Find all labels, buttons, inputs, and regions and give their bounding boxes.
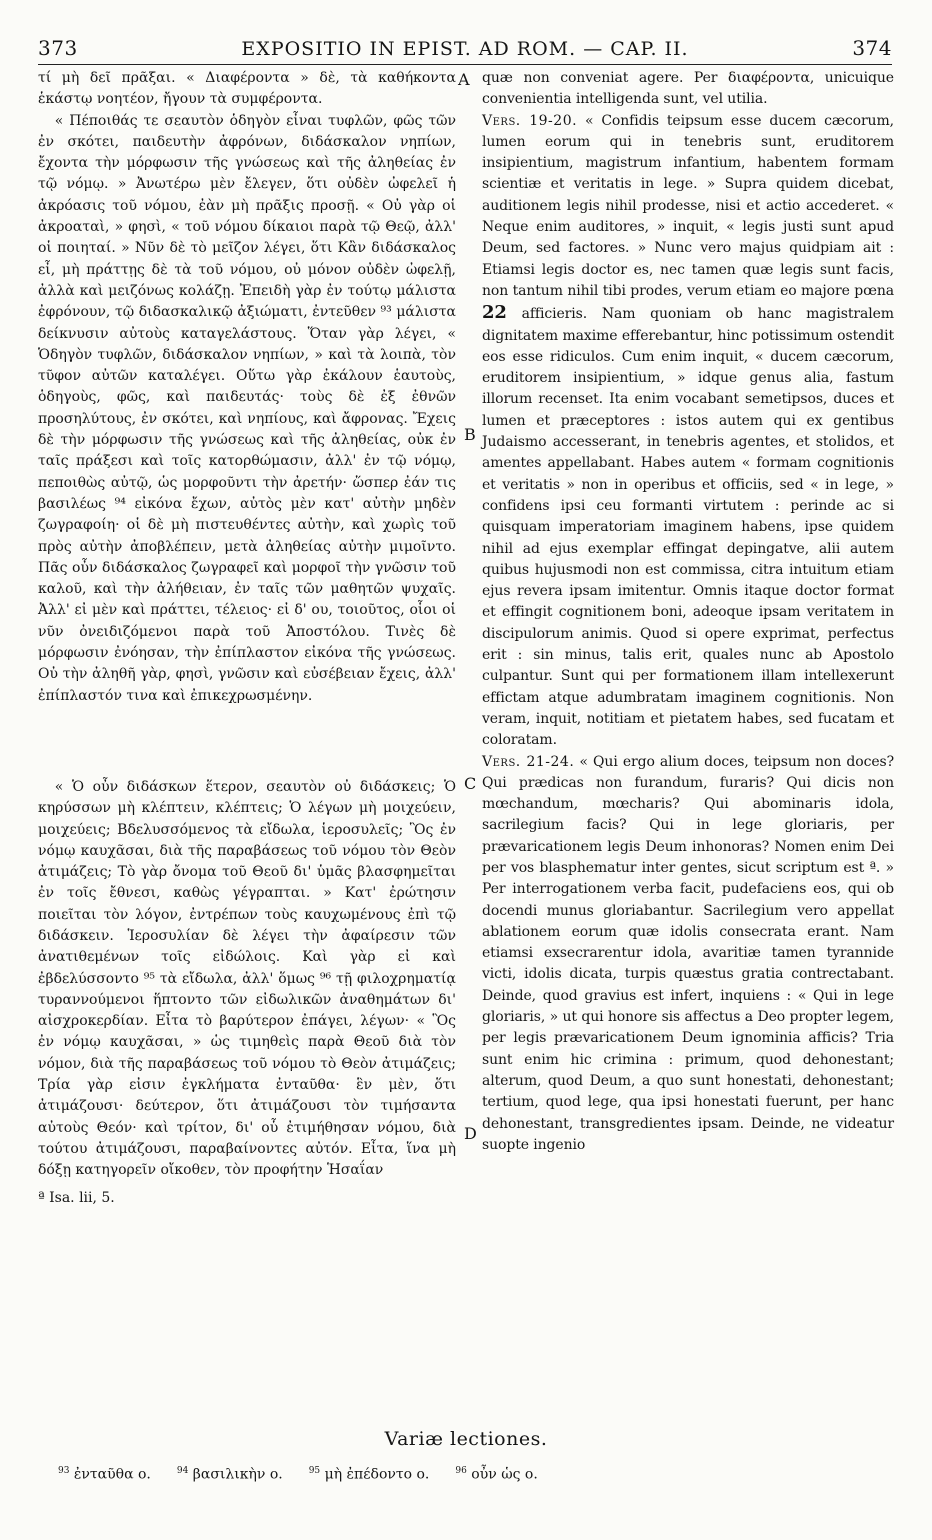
greek-paragraph-3: « Ὁ οὖν διδάσκων ἕτερον, σεαυτὸν οὐ διδάσκεις; Ὁ κηρύσσων μὴ κλέπτειν, κλέπτεις; Ὁ λέγων μὴ μοιχεύειν, μοιχεύεις; Βδελυσσόμενος τὰ εἴδωλα, ἱεροσυλεῖς; Ὃς ἐν νόμῳ καυχᾶσαι, διὰ τῆς παραβάσεως τοῦ νόμου τὸν Θεὸν ἀτιμάζεις; Τὸ γὰρ ὄνομα τοῦ Θεοῦ δι' ὑμᾶς βλασφημεῖται ἐν τοῖς ἔθνεσι, καθὼς γέγραπται. » Κατ' ἐρώτησιν ποιεῖται τὸν λόγον, ἐντρέπων τοὺς καυχωμένους ἐπὶ τῷ διδάσκειν. Ἱεροσυλίαν δὲ λέγει τὴν ἀφαίρεσιν τῶν ἀνατιθεμένων τοῖς εἰδώλοις. Καὶ γὰρ εἰ καὶ ἐβδελύσσοντο ⁹⁵ τὰ εἴδωλα, ἀλλ' ὅμως ⁹⁶ τῇ φιλοχρηματίᾳ τυραννούμενοι ἥπτοντο τῶν εἰδωλικῶν ἀναθημάτων δι' αἰσχροκερδίαν. Εἶτα τὸ βαρύτερον ἐπάγει, λέγων· « Ὃς ἐν νόμῳ καυχᾶσαι, » ὡς τιμηθεὶς παρὰ Θεοῦ διὰ τὸν νόμον, διὰ τῆς παραβάσεως τοῦ νόμου τὸ Θεὸν ἀτιμάζεις; Τρία γὰρ εἰσιν ἐγκλήματα ἐνταῦθα· ἓν μὲν, ὅτι ἀτιμάζουσι· δεύτερον, ὅτι ἀτιμάζουσι τὸν τιμήσαντα αὐτοὺς Θεόν· καὶ τρίτον, δι' οὗ ἐτιμήθησαν νόμου, διὰ τούτου ἀτιμάζουσι, παραβαίνοντες αὐτόν. Εἶτα, ἵνα μὴ δόξῃ κατηγορεῖν οἴκοθεν, τὸν προφήτην Ἡσαΐαν	[38, 778, 456, 1179]
variant-item: $^{94}$ βασιλικὴν ο.	[176, 1466, 283, 1483]
variae-lectiones-title: Variæ lectiones.	[384, 1428, 548, 1450]
latin-column	[482, 68, 894, 1156]
variant-item: $^{95}$ μὴ ἐπέδοντο ο.	[308, 1466, 430, 1483]
latin-paragraph-2a: « Confidis teipsum esse ducem cæcorum, lumen eorum qui in tenebris sunt, eruditorem insipientium, magistrum infantium, habentem formam scientiæ et veritatis in lege. » Supra quidem dicebat, auditionem legis nihil prodesse, nisi et actio accederet. « Neque enim auditores, » inquit, « legis justi sunt apud Deum, sed factores. » Nunc vero majus quidpiam ait : Etiamsi legis doctor es, nec tamen quæ legis sunt facis, non tantum nihil tibi prodes, verum etiam eo majore pœna	[482, 112, 894, 299]
latin-paragraph-3-text: « Qui ergo alium doces, teipsum non doces? Qui prædicas non furandum, furaris? Qui dicis non mœchandum, mœcharis? Qui abominaris idola, sacrilegium facis? Qui in lege gloriaris, per prævaricationem legis Deum inhonoras? Nomen enim Dei per vos blasphematur inter gentes, sicut scriptum est ª. » Per interrogationem verba facit, pudefaciens eos, qui ob docendi munus gloriabantur. Sacrilegium vero appellat ablationem eorum quæ idolis consecrata erant. Nam etiamsi exsecrarentur idola, avaritiæ tamen tyrannide victi, idolis dicata, turpis quæstus gratia contrectabant. Deinde, quod gravius est infert, inquiens : « Qui in lege gloriaris, » ut qui honore sis affectus a Deo propter legem, per legis prævaricationem Deum ignominia afficis? Tria sunt enim hic crimina : primum, quod dehonestant; alterum, quod Deum, a quo sunt honestati, dehonestant; tertium, quod lege, qua ipsi honestati fuerunt, per hanc dehonestant, transgredientes ipsam. Deinde, ne videatur suopte ingenio	[482, 753, 894, 1153]
variant-item: $^{93}$ ἐνταῦθα ο.	[58, 1466, 151, 1483]
variae-lectiones-list	[58, 1466, 538, 1483]
greek-paragraph-2: « Πέποιθάς τε σεαυτὸν ὁδηγὸν εἶναι τυφλῶν, φῶς τῶν ἐν σκότει, παιδευτὴν ἀφρόνων, διδάσκαλον νηπίων, ἔχοντα τὴν μόρφωσιν τῆς γνώσεως καὶ τῆς ἀληθείας ἐν τῷ νόμῳ. » Ἀνωτέρω μὲν ἔλεγεν, ὅτι οὐδὲν ὠφελεῖ ἡ ἀκρόασις τοῦ νόμου, ἐὰν μὴ πρᾶξις προσῇ. « Οὐ γὰρ οἱ ἀκροαταὶ, » φησὶ, « τοῦ νόμου δίκαιοι παρὰ τῷ Θεῷ, ἀλλ' οἱ ποιηταί. » Νῦν δὲ τὸ μεῖζον λέγει, ὅτι Κἂν διδάσκαλος εἶ, μὴ πράττῃς δὲ τὰ τοῦ νόμου, οὐ μόνον οὐδὲν ὠφελῇ, ἀλλὰ καὶ μειζόνως κολάζῃ. Ἐπειδὴ γὰρ ἐν τούτῳ μάλιστα ἐφρόνουν, τῷ διδασκαλικῷ ἀξιώματι, ἐντεῦθεν ⁹³ μάλιστα δείκνυσιν αὐτοὺς καταγελάστους. Ὅταν γὰρ λέγει, « Ὁδηγὸν τυφλῶν, διδάσκαλον νηπίων, » καὶ τὰ λοιπὰ, τὸν τῦφον αὐτῶν καταλέγει. Οὕτω γὰρ ἐκάλουν ἑαυτοὺς, ὁδηγοὺς, φῶς, καὶ παιδευτάς· τοὺς δὲ ἐξ ἐθνῶν προσηλύτους, ἐν σκότει, καὶ νηπίους, καὶ ἄφρονας. Ἔχεις δὲ τὴν μόρφωσιν τῆς γνώσεως καὶ τῆς ἀληθείας, οὐκ ἐν ταῖς πράξεσι καὶ τοῖς κατορθώμασιν, ἀλλ' ἐν τῷ νόμῳ, πεποιθὼς αὐτῷ, ὡς μορφοῦντι τὴν ἀρετήν· ὥσπερ ἐάν τις βασιλέως ⁹⁴ εἰκόνα ἔχων, αὐτὸς μὲν κατ' αὐτὴν μηδὲν ζωγραφοίη· οἱ δὲ μὴ πιστευθέντες αὐτὴν, καὶ χωρὶς τοῦ πρὸς αὐτὴν ἀποβλέπειν, μετὰ ἀληθείας αὐτὴν μιμοῖντο. Πᾶς οὖν διδάσκαλος ζωγραφεῖ καὶ μορφοῖ τὴν γνῶσιν τοῦ καλοῦ, καὶ τὴν ἀλήθειαν, ἐν ταῖς τῶν μαθητῶν ψυχαῖς. Ἀλλ' εἰ μὲν καὶ πράττει, τέλειος· εἰ δ' ου, τοιοῦτος, οἷοι οἱ νῦν ὀνειδιζόμενοι παρὰ τοῦ Ἀποστόλου. Τινὲς δὲ μόρφωσιν ἐνόησαν, τὴν ἐπίπλαστον εἰκόνα τῆς γνώσεως. Οὐ τὴν ἀληθῆ γὰρ, φησὶ, γνῶσιν καὶ εὐσέβειαν ἔχεις, ἀλλ' ἐπίπλαστόν τινα καὶ ἐπικεχρωσμένην.	[38, 112, 456, 704]
latin-paragraph-3	[482, 752, 894, 1157]
margin-marker-a: A	[458, 70, 470, 89]
margin-marker-c: C	[464, 774, 477, 793]
margin-marker-b: B	[464, 425, 476, 444]
header-rule	[38, 64, 892, 65]
verse-ref-21-24: Vers. 21-24.	[482, 753, 575, 770]
running-title: EXPOSITIO IN EPIST. AD ROM. — CAP. II.	[241, 38, 689, 60]
variant-item: $^{96}$ οὖν ὡς ο.	[455, 1466, 538, 1483]
greek-footnote: ª Isa. lii, 5.	[38, 1189, 115, 1206]
running-header	[38, 36, 892, 64]
margin-marker-d: D	[464, 1124, 477, 1143]
greek-column	[38, 68, 456, 1209]
right-page-number: 374	[852, 36, 892, 60]
verse-ref-19-20: Vers. 19-20.	[482, 112, 578, 129]
latin-paragraph-2	[482, 111, 894, 752]
latin-paragraph-1: quæ non conveniat agere. Per διαφέροντα, unicuique convenientia intelligenda sunt, vel utilia.	[482, 70, 894, 108]
left-page-number: 373	[38, 36, 78, 60]
edition-page-marker: 22	[482, 302, 507, 324]
latin-paragraph-2b: afficieris. Nam quoniam ob hanc magistralem dignitatem maxime efferebantur, hinc potissimum ostendit eos esse ridiculos. Cum enim inquit, « ducem cæcorum, eruditorem insipientium, » idque genus alia, fastum illorum recenset. Ita enim vocabant semetipsos, duces et lumen et præceptores : istos autem qui ex gentibus Judaismo accesserant, in tenebris agentes, et stolidos, et amentes appellabant. Habes autem « formam cognitionis et veritatis » non in operibus et officiis, sed « in lege, » confidens ipsi ceu formanti virtutem : perinde ac si quisquam imperatoriam imaginem habens, ipse quidem nihil ad ejus exemplar effingat depingatve, alii autem quibus hujusmodi non est commissa, citra intuitum etiam ejus revera ipsam imitentur. Omnis itaque doctor format et effingit cognitionem boni, adeoque ipsam veritatem in discipulorum animis. Quod si opere exprimat, perfectus erit : sin minus, talis erit, quales nunc ab Apostolo culpantur. Sunt qui per formationem illam intellexerunt effictam atque adumbratam imaginem cognitionis. Non veram, inquit, notitiam et pietatem habes, sed fucatam et coloratam.	[482, 306, 894, 749]
column-gap	[38, 707, 456, 777]
greek-paragraph-1: τί μὴ δεῖ πρᾶξαι. « Διαφέροντα » δὲ, τὰ καθήκοντα ἑκάστῳ νοητέον, ἤγουν τὰ συμφέροντα.	[38, 70, 456, 108]
